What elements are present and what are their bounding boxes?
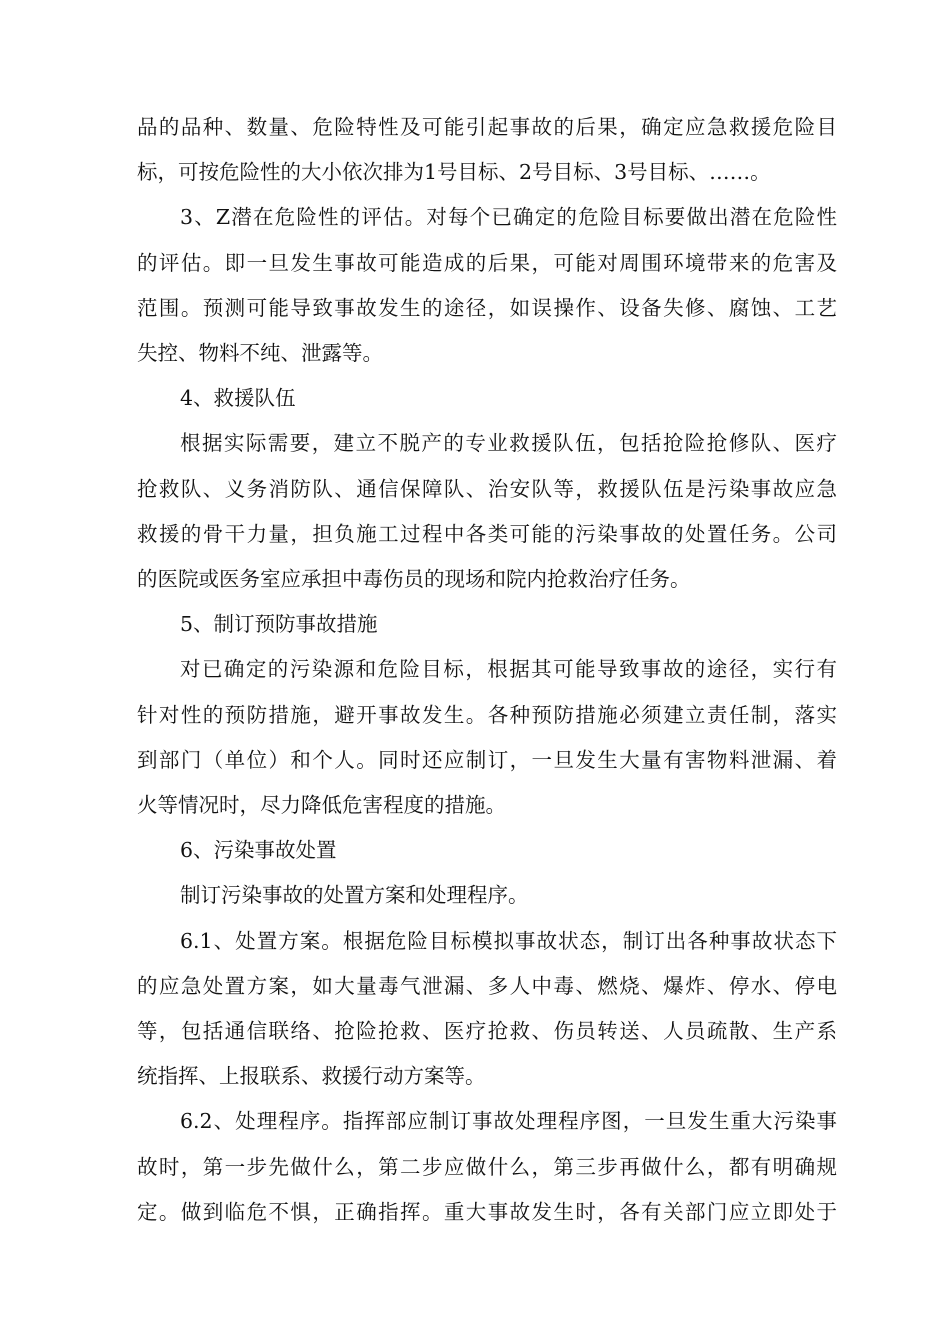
text-line: 6.2、处理程序。指挥部应制订事故处理程序图，一旦发生重大污染事 bbox=[180, 1109, 837, 1133]
text-line: 救援的骨干力量，担负施工过程中各类可能的污染事故的处置任务。公司 bbox=[137, 522, 837, 546]
text-line: 的评估。即一旦发生事故可能造成的后果，可能对周围环境带来的危害及 bbox=[137, 251, 837, 275]
text-line: 统指挥、上报联系、救援行动方案等。 bbox=[137, 1064, 486, 1088]
text-line: 针对性的预防措施，避开事故发生。各种预防措施必须建立责任制，落实 bbox=[137, 703, 837, 727]
text-line: 6.1、处置方案。根据危险目标模拟事故状态，制订出各种事故状态下 bbox=[180, 929, 837, 953]
text-line: 范围。预测可能导致事故发生的途径，如误操作、设备失修、腐蚀、工艺 bbox=[137, 296, 837, 320]
text-line: 定。做到临危不惧，正确指挥。重大事故发生时，各有关部门应立即处于 bbox=[137, 1200, 837, 1224]
text-line: 制订污染事故的处置方案和处理程序。 bbox=[180, 883, 529, 907]
text-line: 故时，第一步先做什么，第二步应做什么，第三步再做什么，都有明确规 bbox=[137, 1155, 837, 1179]
section-heading: 4、救援队伍 bbox=[180, 386, 296, 410]
text-line: 到部门（单位）和个人。同时还应制订，一旦发生大量有害物料泄漏、着 bbox=[137, 748, 837, 772]
text-line: 品的品种、数量、危险特性及可能引起事故的后果，确定应急救援危险目 bbox=[137, 115, 837, 139]
text-line: 的医院或医务室应承担中毒伤员的现场和院内抢救治疗任务。 bbox=[137, 567, 691, 591]
text-line: 等，包括通信联络、抢险抢救、医疗抢救、伤员转送、人员疏散、生产系 bbox=[137, 1019, 837, 1043]
text-line: 根据实际需要，建立不脱产的专业救援队伍，包括抢险抢修队、医疗 bbox=[180, 431, 837, 455]
text-line: 失控、物料不纯、泄露等。 bbox=[137, 341, 383, 365]
text-line: 3、Z潜在危险性的评估。对每个已确定的危险目标要做出潜在危险性 bbox=[180, 205, 837, 229]
text-line: 抢救队、义务消防队、通信保障队、治安队等，救援队伍是污染事故应急 bbox=[137, 477, 837, 501]
section-heading: 5、制订预防事故措施 bbox=[180, 612, 378, 636]
section-heading: 6、污染事故处置 bbox=[180, 838, 337, 862]
text-line: 的应急处置方案，如大量毒气泄漏、多人中毒、燃烧、爆炸、停水、停电 bbox=[137, 974, 837, 998]
text-line: 火等情况时，尽力降低危害程度的措施。 bbox=[137, 793, 506, 817]
text-line: 对已确定的污染源和危险目标，根据其可能导致事故的途径，实行有 bbox=[180, 657, 837, 681]
text-line: 标，可按危险性的大小依次排为1号目标、2号目标、3号目标、……。 bbox=[137, 160, 771, 184]
